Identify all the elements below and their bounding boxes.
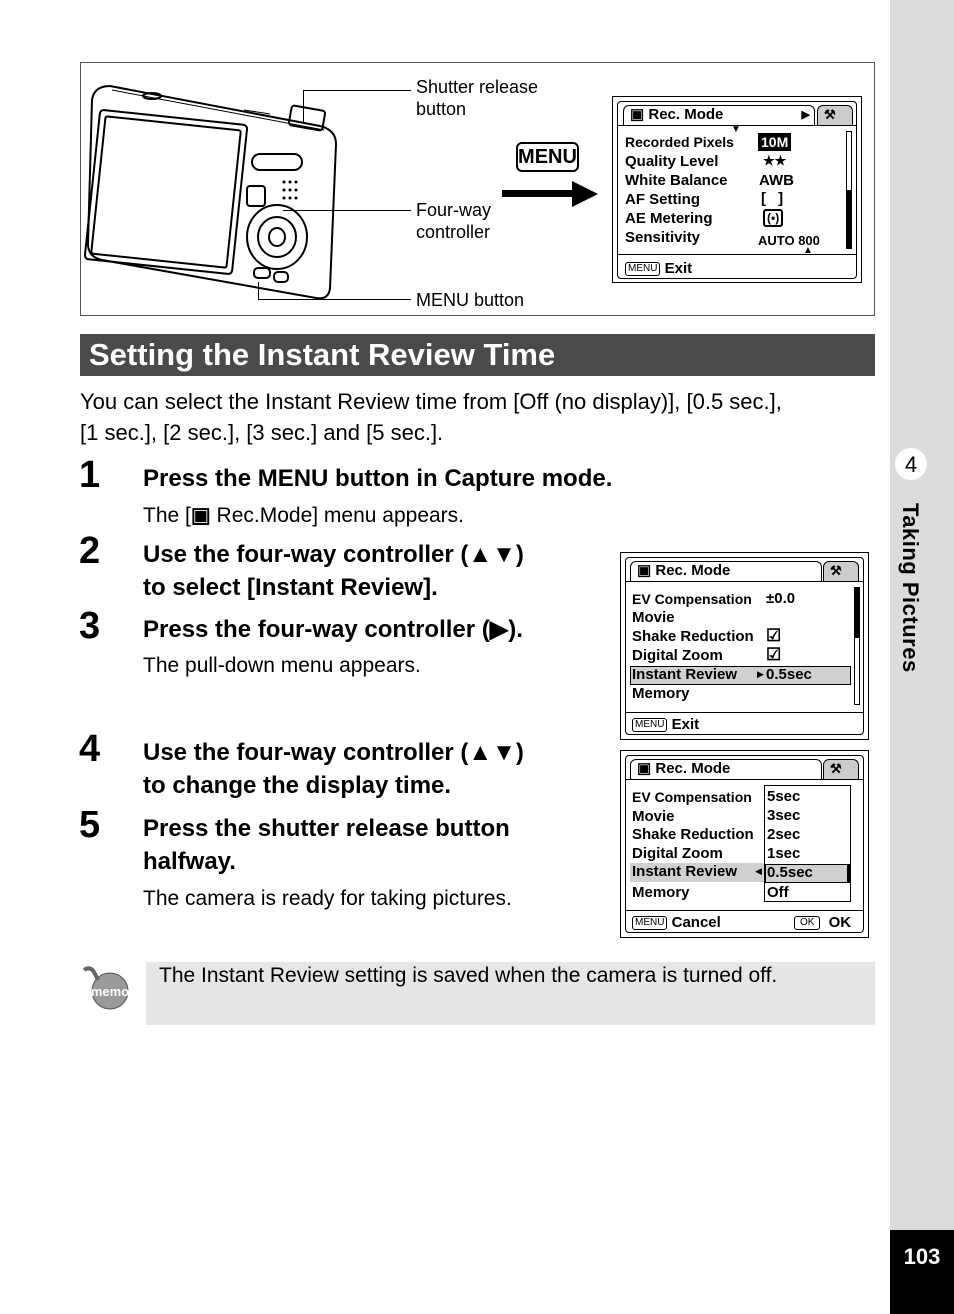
step-4-line-1: Use the four-way controller (▲▼) [143, 739, 524, 766]
rec-mode-tab-label: Rec. Mode [648, 106, 724, 123]
memo-note: The Instant Review setting is saved when the camera is turned off. [146, 962, 875, 1025]
step-5-line-2: halfway. [143, 848, 236, 875]
intro-line-2: [1 sec.], [2 sec.], [3 sec.] and [5 sec.]. [80, 420, 444, 445]
menu-value-ev-compensation: ±0.0 [766, 590, 796, 607]
menu-row-movie: Movie [632, 609, 675, 626]
menu-scrollbar [846, 131, 852, 249]
menu-row-recorded-pixels: Recorded Pixels [625, 134, 734, 150]
lcd-screen-rec-mode-3 [620, 750, 869, 938]
camera-illustration [84, 82, 344, 307]
selection-up-arrow-icon: ▲ [803, 245, 813, 256]
menu-row-memory: Memory [632, 884, 690, 901]
lcd-footer [625, 260, 692, 278]
camera-icon: ▣ [630, 106, 645, 123]
menu-value-recorded-pixels: 10M [758, 133, 791, 151]
scroll-thumb [847, 190, 851, 248]
step-1-subtext: The [▣ Rec.Mode] menu appears. [143, 504, 465, 527]
menu-row-shake-reduction: Shake Reduction [632, 628, 754, 645]
tab-right-arrow-icon: ▶ [801, 109, 810, 121]
step-2-number: 2 [79, 530, 101, 572]
menu-row-ev-compensation: EV Compensation [632, 591, 752, 607]
right-arrow-icon [502, 181, 598, 207]
ok-key-icon: OK [794, 916, 820, 930]
menu-row-quality-level: Quality Level [625, 153, 719, 170]
pulldown-option-off[interactable]: Off [767, 884, 789, 901]
menu-key-icon: MENU [625, 262, 660, 276]
menu-key-icon: MENU [632, 718, 667, 732]
step-4-line-2: to change the display time. [143, 772, 452, 799]
menu-row-ae-metering: AE Metering [625, 210, 713, 227]
lcd-footer [632, 914, 721, 932]
fourway-callout [416, 199, 491, 243]
lcd-screen-rec-mode-1 [612, 96, 862, 283]
selection-down-arrow-icon: ▼ [731, 124, 741, 135]
chapter-title: Taking Pictures [898, 503, 923, 673]
menu-leader-line [258, 299, 411, 300]
lcd-screen-rec-mode-2 [620, 552, 869, 740]
step-4-number: 4 [79, 728, 101, 770]
pulldown-option-0-5sec[interactable]: 0.5sec [767, 864, 813, 881]
scroll-thumb [855, 588, 859, 638]
shutter-callout [416, 76, 538, 120]
exit-label: Exit [671, 716, 700, 733]
shutter-leader-line [303, 90, 411, 91]
step-5-text [143, 812, 510, 878]
digital-zoom-checkbox-icon: ☑ [766, 645, 782, 664]
setup-tab [823, 561, 859, 581]
menu-scrollbar [854, 587, 860, 705]
menu-key-label: MENU [516, 142, 579, 172]
step-1-text: Press the MENU button in Capture mode. [143, 465, 613, 492]
step-2-line-2: to select [Instant Review]. [143, 574, 438, 601]
menu-row-sensitivity: Sensitivity [625, 229, 701, 246]
instant-review-left-arrow-icon: ◀ [755, 866, 762, 876]
memo-icon-label: memo [90, 984, 130, 999]
menu-row-instant-review: Instant Review [632, 666, 738, 683]
step-5-subtext: The camera is ready for taking pictures. [143, 887, 512, 910]
fourway-callout-line1: Four-way [416, 200, 492, 220]
instant-review-arrow-icon: ▶ [757, 669, 764, 679]
rec-mode-tab-label: Rec. Mode [655, 760, 731, 777]
menu-value-instant-review: 0.5sec [766, 666, 812, 683]
menu-row-memory: Memory [632, 685, 690, 702]
menu-key-icon: MENU [632, 916, 667, 930]
menu-row-digital-zoom: Digital Zoom [632, 845, 723, 862]
ok-label: OK [828, 914, 852, 931]
camera-icon: ▣ [637, 760, 652, 777]
camera-icon: ▣ [190, 504, 211, 527]
menu-leader-line-rise [258, 282, 259, 299]
shutter-callout-line2: button [416, 99, 467, 119]
step-3-number: 3 [79, 605, 101, 647]
exit-label: Exit [664, 260, 693, 277]
menu-row-movie: Movie [632, 808, 675, 825]
rec-mode-tab [630, 759, 822, 779]
intro-paragraph [80, 386, 880, 448]
step-5-line-1: Press the shutter release button [143, 815, 510, 842]
cancel-label: Cancel [671, 914, 721, 931]
menu-value-sensitivity: AUTO 800 [758, 233, 820, 248]
memo-icon [82, 966, 132, 1010]
menu-row-white-balance: White Balance [625, 172, 728, 189]
fourway-leader-line [283, 210, 411, 211]
step-4-text [143, 736, 524, 802]
section-heading: Setting the Instant Review Time [80, 334, 875, 376]
step-1-number: 1 [79, 454, 101, 496]
page-number: 103 [890, 1230, 954, 1314]
wrench-icon: ⚒ [830, 563, 842, 578]
wrench-icon: ⚒ [830, 761, 842, 776]
shake-reduction-checkbox-icon: ☑ [766, 626, 782, 645]
menu-value-quality-level: ★★ [763, 153, 787, 168]
step-2-text [143, 538, 524, 604]
rec-mode-tab [630, 561, 822, 581]
setup-tab [823, 759, 859, 779]
step-2-line-1: Use the four-way controller (▲▼) [143, 541, 524, 568]
shutter-callout-line1: Shutter release [416, 77, 539, 97]
pulldown-option-1sec[interactable]: 1sec [767, 845, 801, 862]
wrench-icon: ⚒ [824, 107, 836, 122]
intro-line-1: You can select the Instant Review time from [Off (no display)], [0.5 sec.], [80, 389, 782, 414]
menu-value-white-balance: AWB [759, 172, 794, 189]
menu-row-digital-zoom: Digital Zoom [632, 647, 723, 664]
fourway-callout-line2: controller [416, 222, 491, 242]
pulldown-option-2sec[interactable]: 2sec [767, 826, 801, 843]
menu-row-instant-review: Instant Review [632, 863, 738, 880]
setup-tab [817, 105, 853, 125]
menu-row-ev-compensation: EV Compensation [632, 789, 752, 805]
menu-value-af-setting: [ ] [761, 190, 788, 207]
menu-row-shake-reduction: Shake Reduction [632, 826, 754, 843]
pulldown-option-3sec[interactable]: 3sec [767, 807, 801, 824]
step-3-subtext: The pull-down menu appears. [143, 654, 421, 677]
lcd-footer-ok [794, 914, 851, 932]
chapter-number: 4 [895, 448, 927, 480]
rec-mode-tab [623, 105, 815, 125]
rec-mode-tab-label: Rec. Mode [655, 562, 731, 579]
step-3-text: Press the four-way controller (▶). [143, 616, 523, 643]
pulldown-option-5sec[interactable]: 5sec [767, 788, 801, 805]
menu-row-af-setting: AF Setting [625, 191, 700, 208]
menu-button-callout: MENU button [416, 290, 525, 310]
menu-value-ae-metering: (•) [763, 209, 783, 227]
camera-icon: ▣ [637, 562, 652, 579]
shutter-leader-line-drop [303, 90, 304, 124]
lcd-footer [632, 716, 699, 734]
step-5-number: 5 [79, 804, 101, 846]
